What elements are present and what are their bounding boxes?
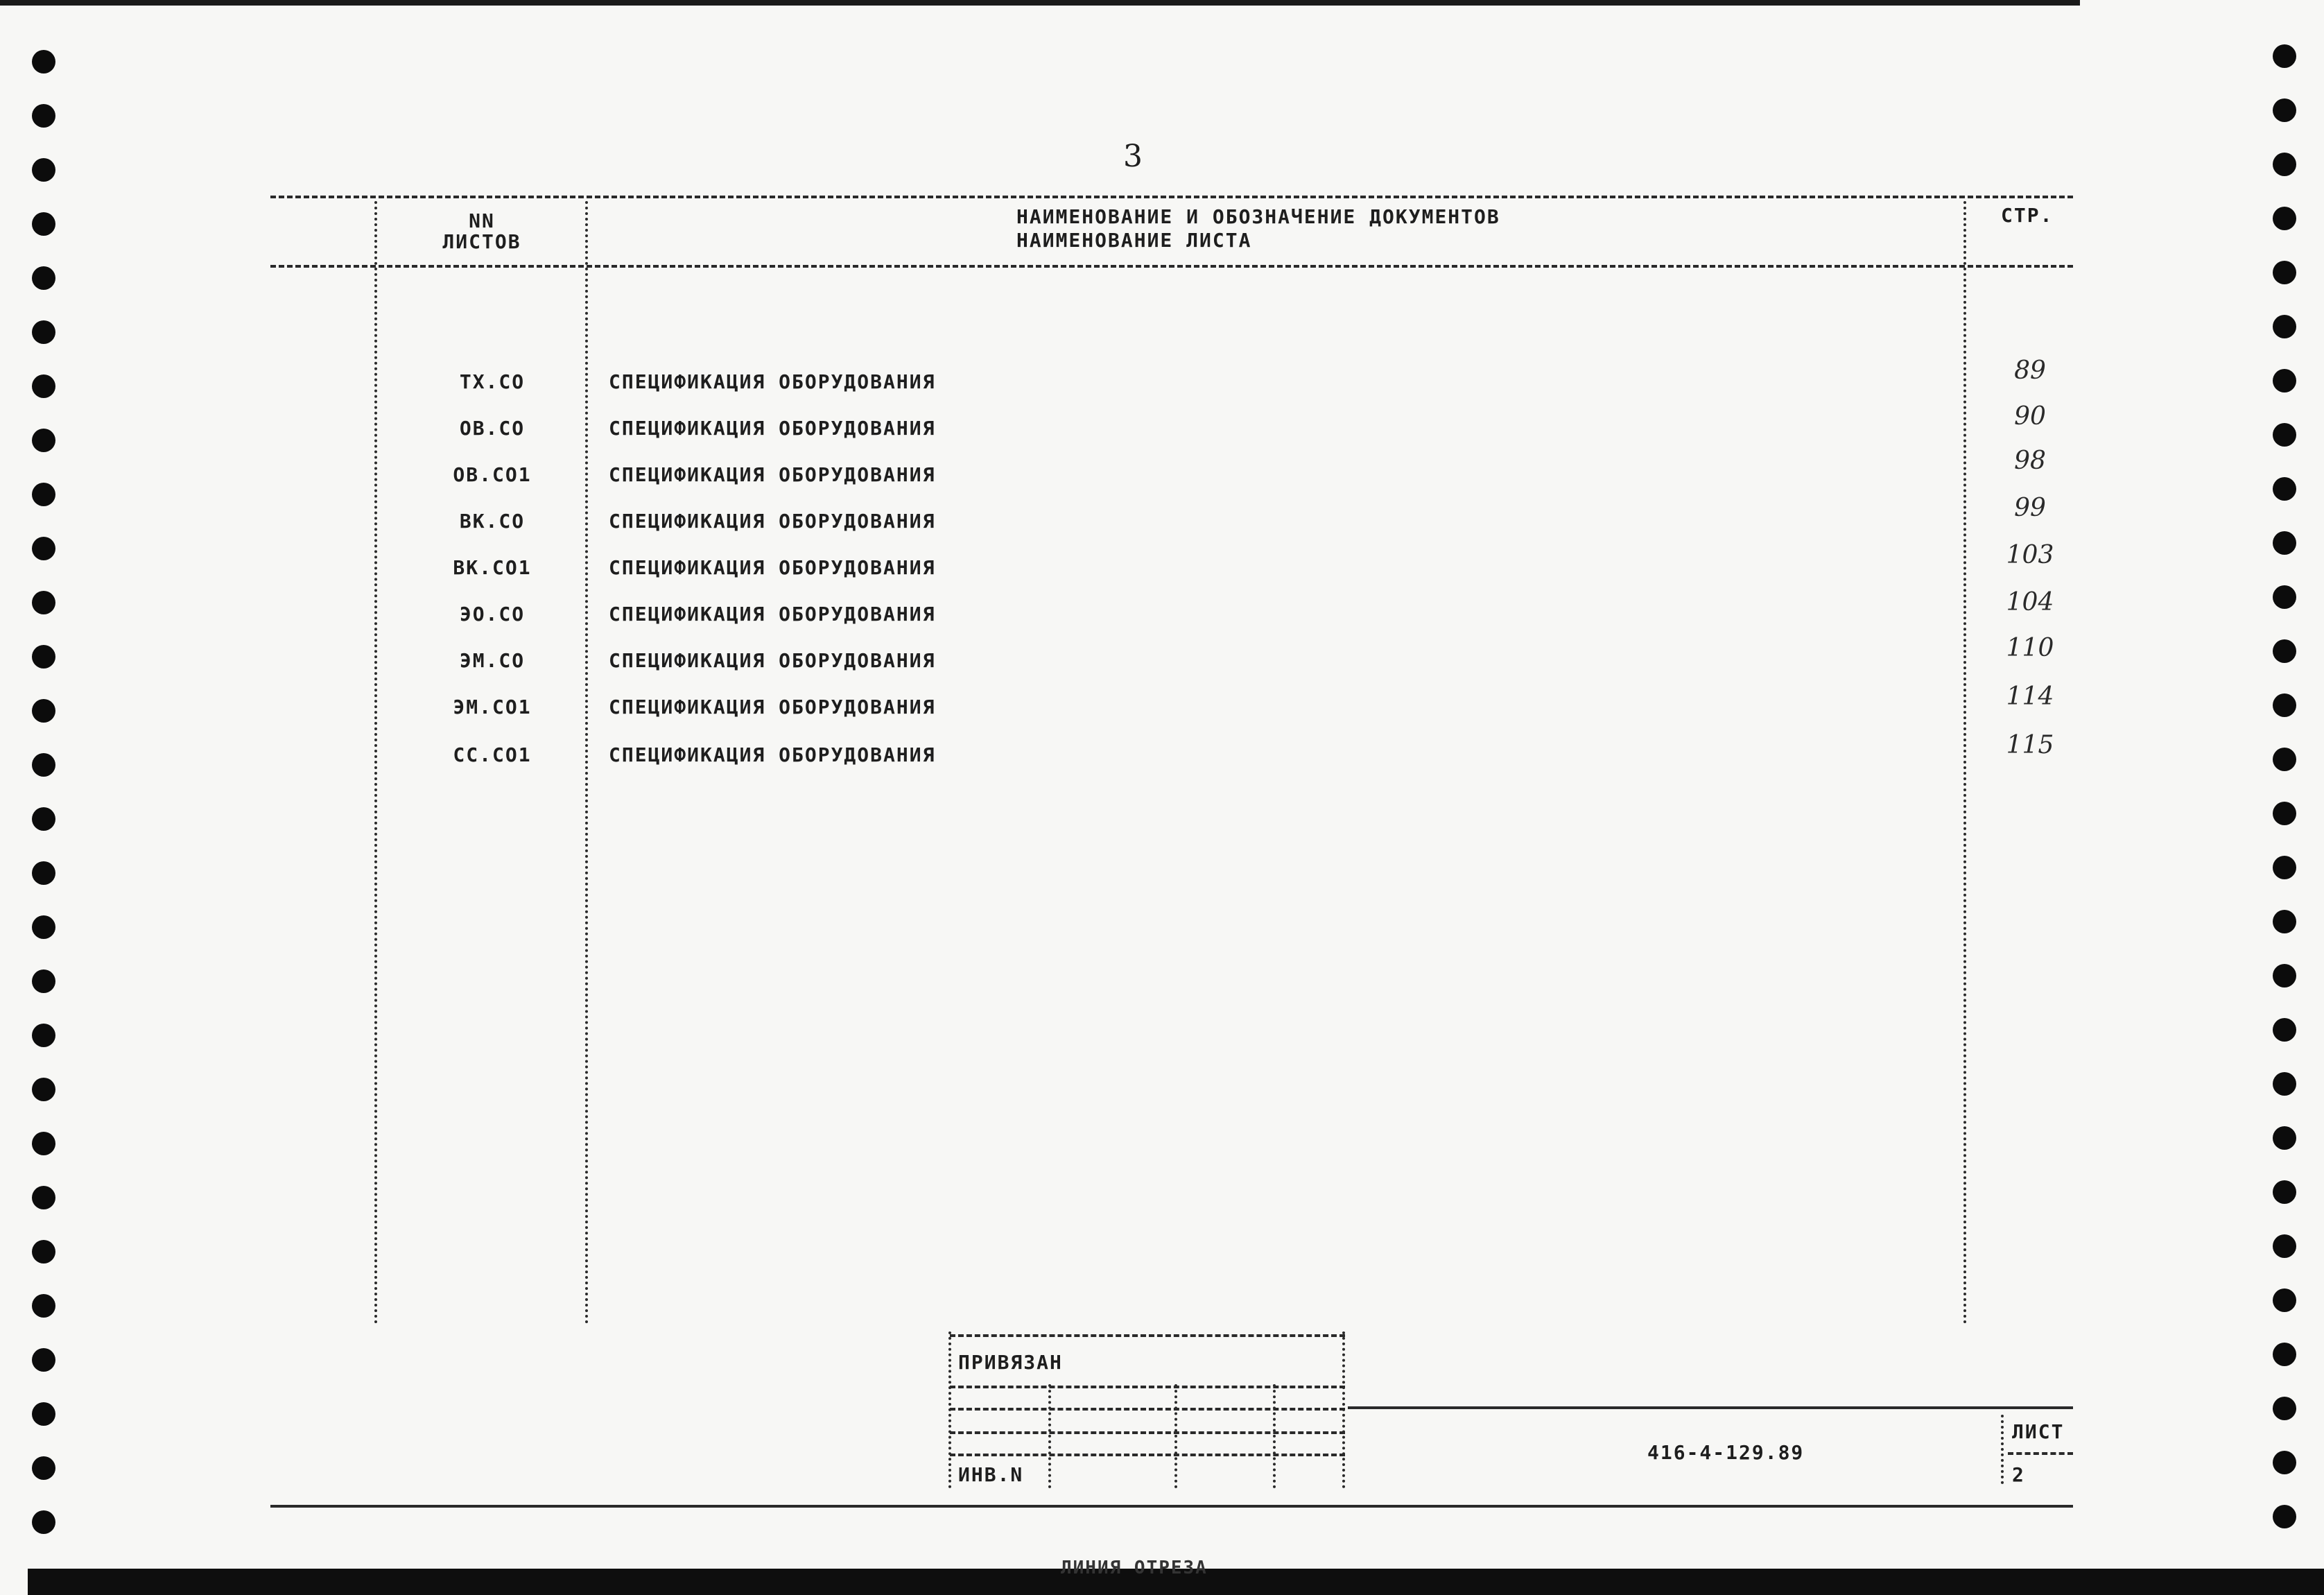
hole-icon: [2273, 639, 2296, 663]
col-divider-3: [1963, 201, 1966, 1325]
hole-icon: [32, 699, 55, 723]
hole-icon: [2273, 1397, 2296, 1420]
row-name: СПЕЦИФИКАЦИЯ ОБОРУДОВАНИЯ: [609, 649, 936, 672]
stamp-row-rule: [950, 1454, 1345, 1456]
inv-label: ИНВ.N: [958, 1463, 1024, 1486]
stamp-top-rule: [950, 1334, 1345, 1337]
hole-icon: [32, 807, 55, 831]
hole-icon: [32, 483, 55, 506]
row-page: 89: [2014, 356, 2046, 385]
hole-icon: [32, 969, 55, 993]
hole-icon: [2273, 153, 2296, 176]
hole-icon: [2273, 1505, 2296, 1528]
row-name: СПЕЦИФИКАЦИЯ ОБОРУДОВАНИЯ: [609, 370, 936, 393]
row-name: СПЕЦИФИКАЦИЯ ОБОРУДОВАНИЯ: [609, 743, 936, 766]
hole-icon: [2273, 44, 2296, 68]
hole-icon: [2273, 531, 2296, 555]
row-name: СПЕЦИФИКАЦИЯ ОБОРУДОВАНИЯ: [609, 417, 936, 440]
hole-icon: [2273, 585, 2296, 609]
hole-icon: [32, 1294, 55, 1318]
page-bottom-rule: [270, 1505, 2073, 1508]
hole-icon: [2273, 369, 2296, 393]
row-code: ЭМ.СО: [459, 649, 526, 672]
sheet-cell-divider: [2001, 1415, 2004, 1484]
stamp-cell-divider: [1273, 1384, 1276, 1488]
row-name: СПЕЦИФИКАЦИЯ ОБОРУДОВАНИЯ: [609, 556, 936, 579]
table-header-rule: [270, 265, 2073, 268]
hole-icon: [2273, 477, 2296, 501]
document-code: 416-4-129.89: [1647, 1441, 1805, 1464]
hole-icon: [2273, 98, 2296, 122]
row-page: 114: [2006, 682, 2054, 711]
hole-icon: [2273, 261, 2296, 284]
row-name: СПЕЦИФИКАЦИЯ ОБОРУДОВАНИЯ: [609, 510, 936, 533]
hole-icon: [2273, 964, 2296, 988]
right-perforation: [2246, 0, 2324, 1595]
hole-icon: [32, 1348, 55, 1372]
hole-icon: [2273, 1126, 2296, 1150]
hole-icon: [2273, 1288, 2296, 1312]
left-perforation: [0, 0, 90, 1595]
hole-icon: [32, 1024, 55, 1047]
hole-icon: [32, 374, 55, 398]
row-name: СПЕЦИФИКАЦИЯ ОБОРУДОВАНИЯ: [609, 463, 936, 486]
hole-icon: [2273, 693, 2296, 717]
hole-icon: [32, 753, 55, 777]
row-page: 90: [2014, 402, 2046, 431]
row-page: 115: [2006, 731, 2054, 759]
hole-icon: [32, 537, 55, 560]
sheet-cell-rule: [2008, 1452, 2073, 1455]
row-page: 98: [2014, 447, 2046, 475]
stamp-cell-divider: [1048, 1384, 1051, 1488]
sheet-number: 2: [2012, 1463, 2025, 1486]
row-code: ОВ.СО: [459, 417, 526, 440]
header-sheets-line2: ЛИСТОВ: [442, 230, 521, 253]
header-page: СТР.: [2001, 204, 2054, 227]
header-sheets-line1: NN: [469, 209, 495, 232]
row-code: СС.СО1: [453, 743, 532, 766]
hole-icon: [32, 1456, 55, 1480]
stamp-main-rule: [1348, 1406, 2073, 1409]
row-page: 104: [2006, 588, 2054, 617]
hole-icon: [32, 158, 55, 182]
hole-icon: [32, 212, 55, 236]
hole-icon: [32, 915, 55, 939]
hole-icon: [2273, 1451, 2296, 1474]
hole-icon: [32, 1078, 55, 1101]
row-code: ОВ.СО1: [453, 463, 532, 486]
hole-icon: [2273, 423, 2296, 447]
hole-icon: [32, 1186, 55, 1209]
hole-icon: [32, 645, 55, 669]
bound-label: ПРИВЯЗАН: [958, 1351, 1063, 1374]
hole-icon: [32, 1402, 55, 1426]
hole-icon: [32, 320, 55, 344]
col-divider-1: [374, 201, 377, 1325]
hole-icon: [2273, 802, 2296, 825]
stamp-row-rule: [950, 1408, 1345, 1411]
hole-icon: [2273, 748, 2296, 771]
hole-icon: [32, 861, 55, 885]
hole-icon: [32, 1510, 55, 1534]
table-top-rule: [270, 196, 2073, 198]
cut-line-label: ЛИНИЯ ОТРЕЗА: [1061, 1558, 1208, 1578]
row-name: СПЕЦИФИКАЦИЯ ОБОРУДОВАНИЯ: [609, 696, 936, 718]
hole-icon: [2273, 1018, 2296, 1042]
hole-icon: [32, 104, 55, 128]
page-number: 3: [1123, 139, 1144, 174]
hole-icon: [32, 1132, 55, 1155]
hole-icon: [2273, 1180, 2296, 1204]
hole-icon: [32, 266, 55, 290]
hole-icon: [2273, 315, 2296, 338]
stamp-row-rule: [950, 1431, 1345, 1434]
row-page: 99: [2014, 494, 2046, 522]
hole-icon: [32, 1240, 55, 1264]
sheet-label: ЛИСТ: [2012, 1420, 2065, 1443]
row-code: ТХ.СО: [459, 370, 526, 393]
row-code: ВК.СО: [459, 510, 526, 533]
hole-icon: [32, 429, 55, 452]
header-name-line1: НАИМЕНОВАНИЕ И ОБОЗНАЧЕНИЕ ДОКУМЕНТОВ: [1016, 205, 1500, 228]
hole-icon: [32, 50, 55, 74]
header-name-line2: НАИМЕНОВАНИЕ ЛИСТА: [1016, 229, 1252, 252]
hole-icon: [2273, 910, 2296, 933]
hole-icon: [2273, 1234, 2296, 1258]
hole-icon: [2273, 1072, 2296, 1096]
row-page: 110: [2006, 634, 2054, 662]
row-name: СПЕЦИФИКАЦИЯ ОБОРУДОВАНИЯ: [609, 603, 936, 626]
row-page: 103: [2006, 541, 2054, 569]
hole-icon: [2273, 207, 2296, 230]
row-code: ЭМ.СО1: [453, 696, 532, 718]
stamp-cell-divider: [1174, 1384, 1177, 1488]
top-edge: [0, 0, 2080, 6]
hole-icon: [32, 591, 55, 614]
hole-icon: [2273, 1343, 2296, 1366]
hole-icon: [2273, 856, 2296, 879]
row-code: ВК.СО1: [453, 556, 532, 579]
row-code: ЭО.СО: [459, 603, 526, 626]
stamp-row-rule: [950, 1386, 1345, 1388]
